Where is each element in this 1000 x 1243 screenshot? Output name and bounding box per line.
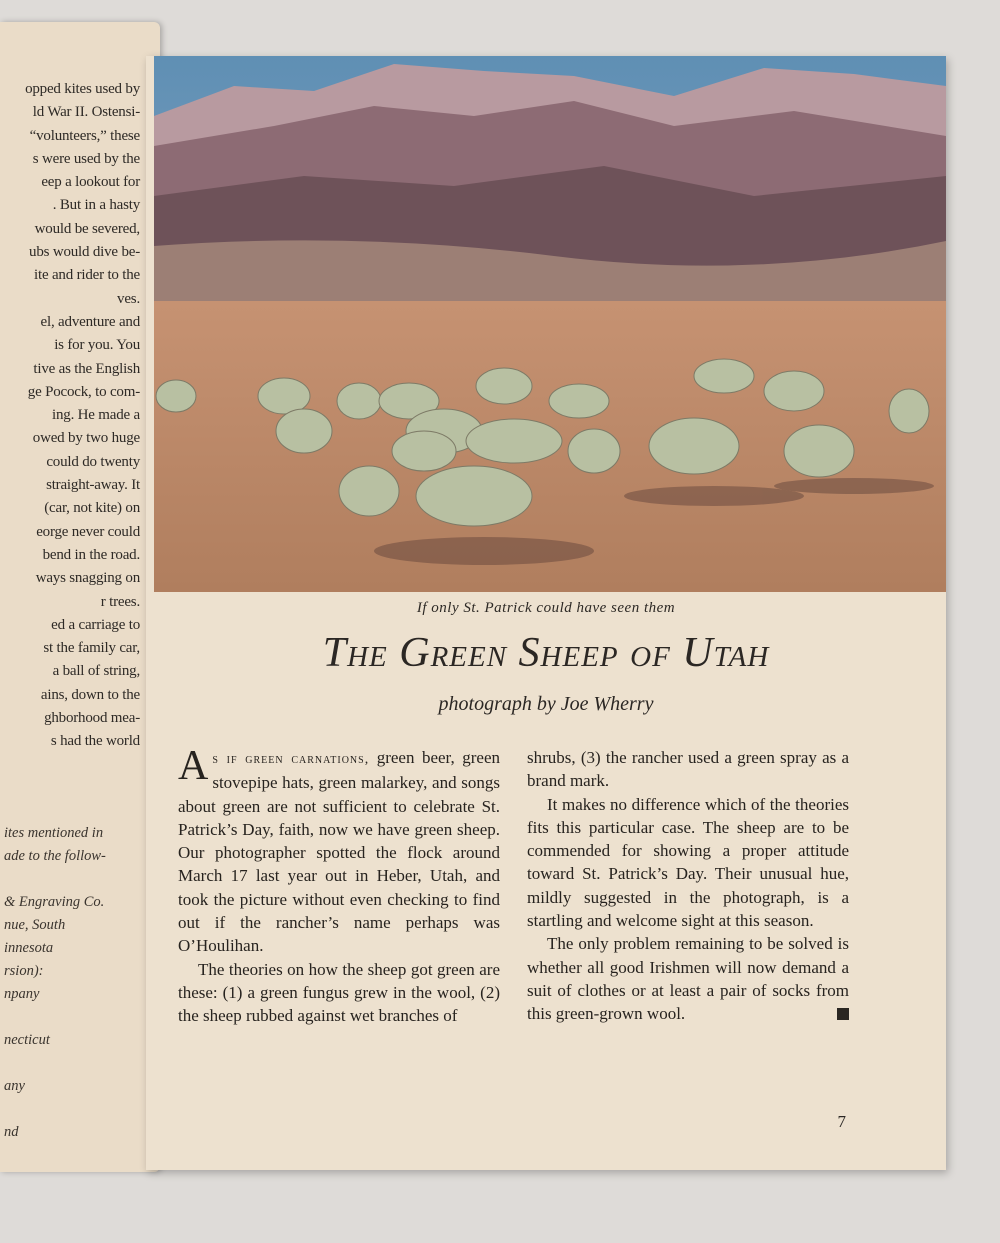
note-line: any — [4, 1078, 25, 1094]
text-line: s had the world — [50, 733, 140, 750]
text-line: opped kites used by — [25, 81, 140, 97]
note-line: nd — [4, 1124, 19, 1140]
text-line: ing. He made a — [52, 407, 140, 424]
paragraph: The only problem remaining to be solved is whether all good Irishmen will now demand a suit of clothes or at least a pair of socks from this green-grown wool. — [527, 934, 849, 1024]
text-line: el, adventure and — [40, 313, 140, 330]
text-line: ghborhood mea- — [44, 710, 140, 727]
text-line: is for you. You — [54, 337, 140, 354]
byline: photograph by Joe Wherry — [438, 693, 654, 715]
note-line — [4, 868, 140, 891]
text-line: tive as the English — [33, 360, 140, 377]
text-line: ubs would dive be- — [29, 244, 140, 261]
end-mark-icon — [837, 1008, 849, 1020]
paragraph: shrubs, (3) the rancher used a green spray as a brand mark. — [527, 748, 849, 791]
text-line: bend in the road. — [42, 546, 140, 563]
note-line: & Engraving Co. — [4, 894, 105, 910]
note-line — [4, 1098, 140, 1121]
page-number: 7 — [837, 1112, 846, 1131]
article-title: The Green Sheep of Utah — [322, 630, 770, 676]
text-line: would be severed, — [34, 220, 140, 237]
note-line: ites mentioned in — [4, 825, 104, 841]
note-line: rsion): — [4, 963, 44, 979]
article-column-left — [178, 743, 501, 1028]
text-line: (car, not kite) on — [44, 500, 140, 517]
text-line: eep a lookout for — [41, 174, 140, 191]
sheep-photo — [154, 56, 946, 592]
left-page — [0, 22, 160, 1172]
text-line: ways snagging on — [35, 570, 140, 587]
drop-cap: A — [178, 743, 209, 789]
note-line — [4, 1006, 140, 1029]
paragraph: As if green carnations, green beer, green stovepipe hats, green malarkey, and songs about green are not sufficient to celebrate St. Patrick’s Day, faith, now we have green sheep. Our photographer spotted the flock around March 17 last year out in Heber, Utah, and took the picture without even checking to find out if the rancher’s name perhaps was O’Houlihan. — [178, 743, 501, 956]
left-page-notes — [4, 822, 140, 1144]
paragraph: The theories on how the sheep got green are these: (1) a green fungus grew in the wool, (2) the sheep rubbed against wet branches of — [178, 959, 500, 1026]
text-line: s were used by the — [32, 150, 140, 167]
text-line: r trees. — [100, 593, 140, 610]
note-line: ade to the follow- — [4, 848, 106, 864]
text-line: eorge never could — [36, 523, 140, 540]
text-line: could do twenty — [46, 453, 140, 470]
note-line: innesota — [4, 940, 54, 956]
note-line: npany — [4, 986, 40, 1002]
text-line: ge Pocock, to com- — [27, 383, 140, 400]
note-line: nue, South — [4, 917, 66, 933]
text-line: ains, down to the — [40, 686, 140, 703]
paragraph: It makes no difference which of the theories fits this particular case. The sheep are to be commended for showing a proper attitude toward St. Patrick’s Day. Their unusual hue, mildly suggested in the photograph, is a startling and welcome sight at this season. — [527, 794, 849, 931]
text-line: . But in a hasty — [52, 197, 140, 214]
text-line: “volunteers,” these — [29, 127, 140, 144]
text-line: owed by two huge — [32, 430, 140, 447]
text-line: ves. — [117, 290, 140, 307]
photo-caption: If only St. Patrick could have seen them — [416, 600, 676, 616]
note-line — [4, 1052, 140, 1075]
text-line: straight-away. It — [46, 477, 140, 494]
text-line: ed a carriage to — [51, 616, 140, 633]
text-line: st the family car, — [43, 640, 140, 657]
left-page-text — [4, 78, 140, 754]
text-line: ld War II. Ostensi- — [32, 104, 140, 121]
note-line: necticut — [4, 1032, 50, 1048]
magazine-page — [146, 56, 946, 1170]
article-column-right — [527, 746, 849, 1026]
text-line: ite and rider to the — [34, 267, 140, 284]
text-line: a ball of string, — [52, 663, 140, 680]
